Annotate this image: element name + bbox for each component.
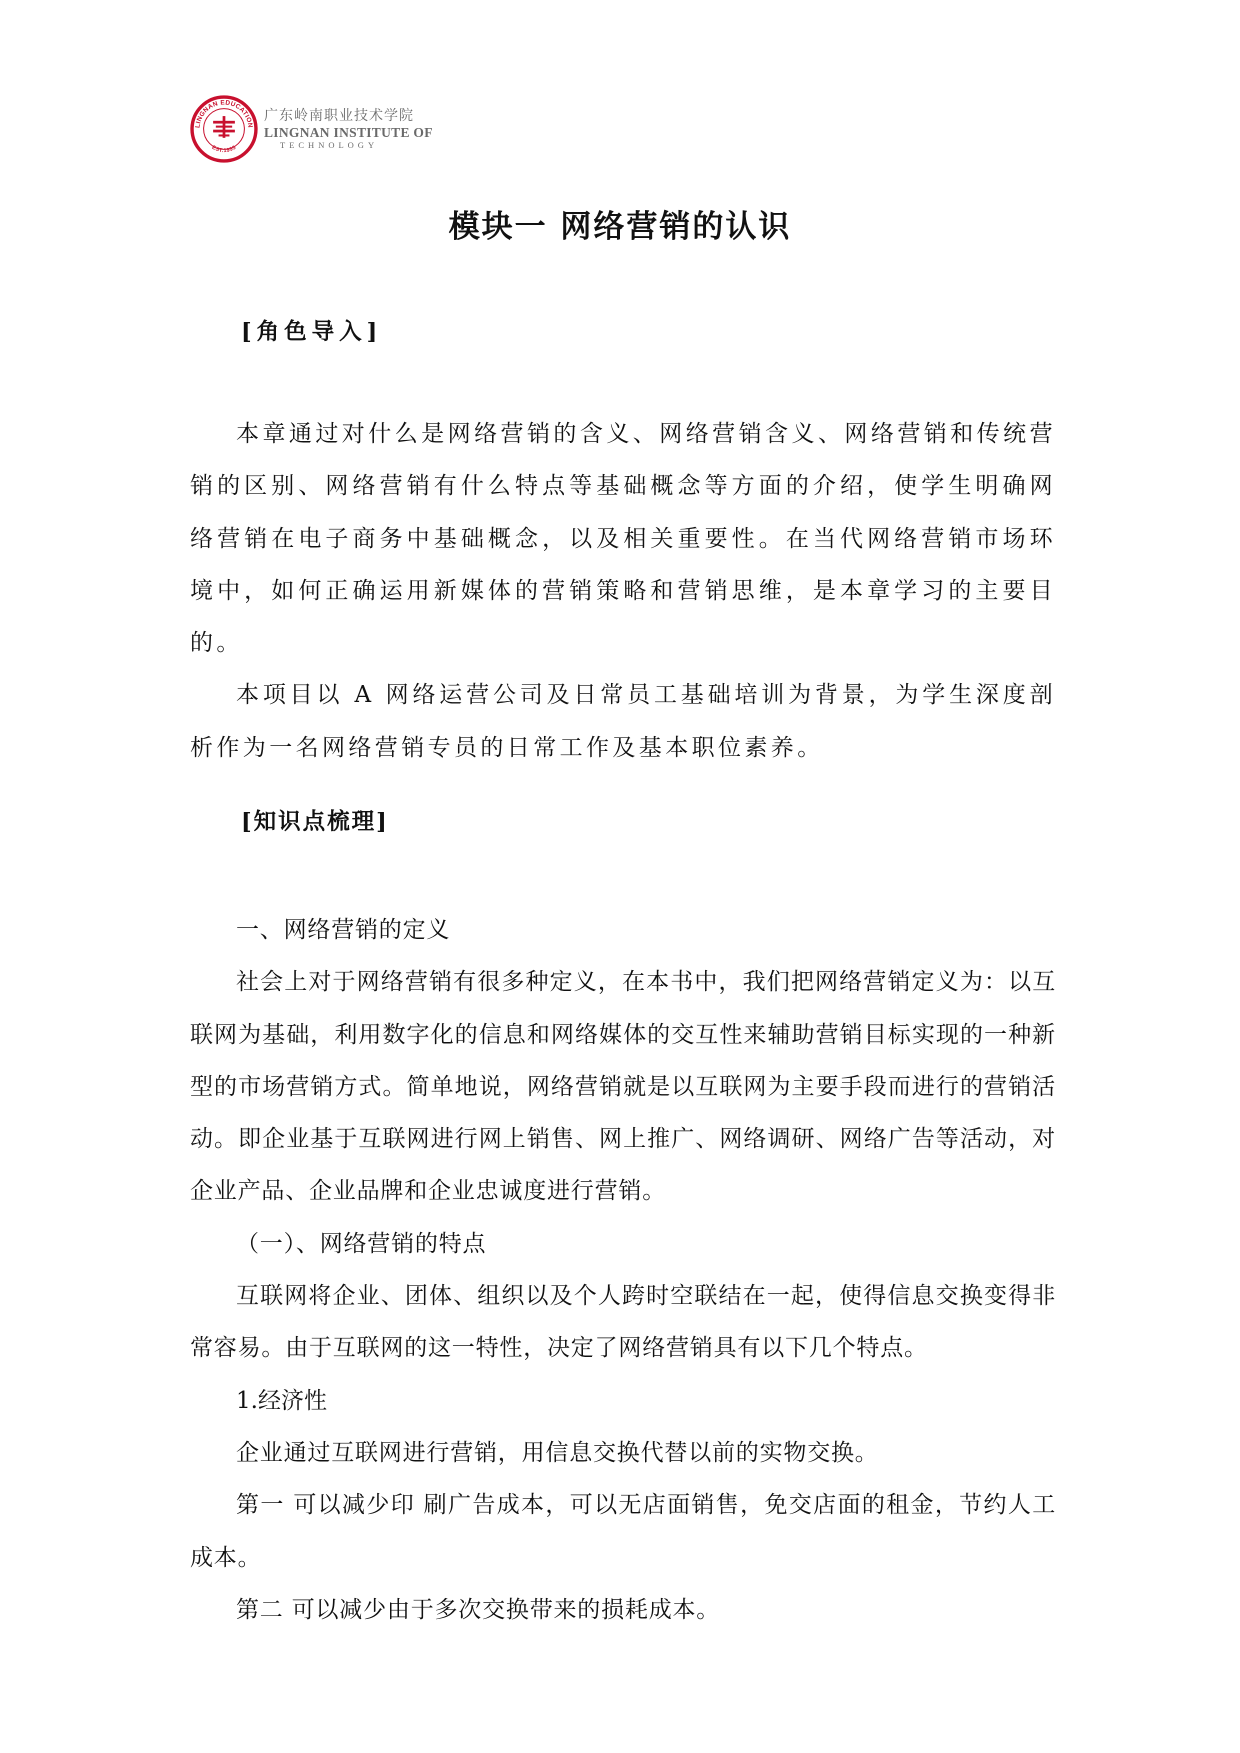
subheading-definition: 一、网络营销的定义: [236, 917, 451, 943]
subheading-features: （一）、网络营销的特点: [236, 1230, 487, 1257]
body-paragraph: 第一 可以减少印 刷广告成本，可以无店面销售，免交店面的租金，节约人工成本。: [190, 1492, 1056, 1571]
body-paragraph: 社会上对于网络营销有很多种定义，在本书中，我们把网络营销定义为：以互联网为基础，利用数字化的信息和网络媒体的交互性来辅助营销目标实现的一种新型的市场营销方式。简单地说，网络营销就是以互联网为主要手段而进行的营销活动。即企业基于互联网进行网上销售、网上推广、网络调研、网络广告等活动，对企业产品、企业品牌和企业忠诚度进行营销。: [190, 969, 1056, 1205]
college-name-cn: 广东岭南职业技术学院: [264, 108, 414, 124]
subheading-economy: 1.经济性: [236, 1387, 327, 1414]
seal-text-bottom: EST.1993: [210, 144, 238, 155]
page-header: [190, 95, 433, 163]
module-title: 模块一 网络营销的认识: [448, 209, 792, 245]
college-seal-logo: [190, 95, 258, 163]
section-heading-knowledge: [知识点梳理]: [241, 809, 389, 835]
intro-paragraph: 本项目以 A 网络运营公司及日常员工基础培训为背景，为学生深度剖析作为一名网络营销专员的日常工作及基本职位素养。: [190, 682, 1056, 761]
role-intro-body: [190, 408, 1056, 774]
body-paragraph: 企业通过互联网进行营销，用信息交换代替以前的实物交换。: [236, 1439, 879, 1466]
body-paragraph: 第二 可以减少由于多次交换带来的损耗成本。: [236, 1596, 721, 1623]
college-name-en-line1: LINGNAN INSTITUTE OF: [264, 125, 433, 140]
seal-text-top: LINGNAN EDUCATION: [194, 99, 254, 129]
section-heading-role-intro: [角色导入]: [241, 319, 383, 345]
intro-paragraph: 本章通过对什么是网络营销的含义、网络营销含义、网络营销和传统营销的区别、网络营销有什么特点等基础概念等方面的介绍，使学生明确网络营销在电子商务中基础概念，以及相关重要性。在当代网络营销市场环境中，如何正确运用新媒体的营销策略和营销思维，是本章学习的主要目的。: [190, 421, 1056, 657]
college-name-en-line2: TECHNOLOGY: [280, 140, 379, 150]
knowledge-body: [190, 904, 1056, 1636]
svg-text:EST.1993: [211, 145, 238, 155]
college-name: [264, 107, 433, 151]
body-paragraph: 互联网将企业、团体、组织以及个人跨时空联结在一起，使得信息交换变得非常容易。由于互联网的这一特性，决定了网络营销具有以下几个特点。: [190, 1283, 1056, 1362]
